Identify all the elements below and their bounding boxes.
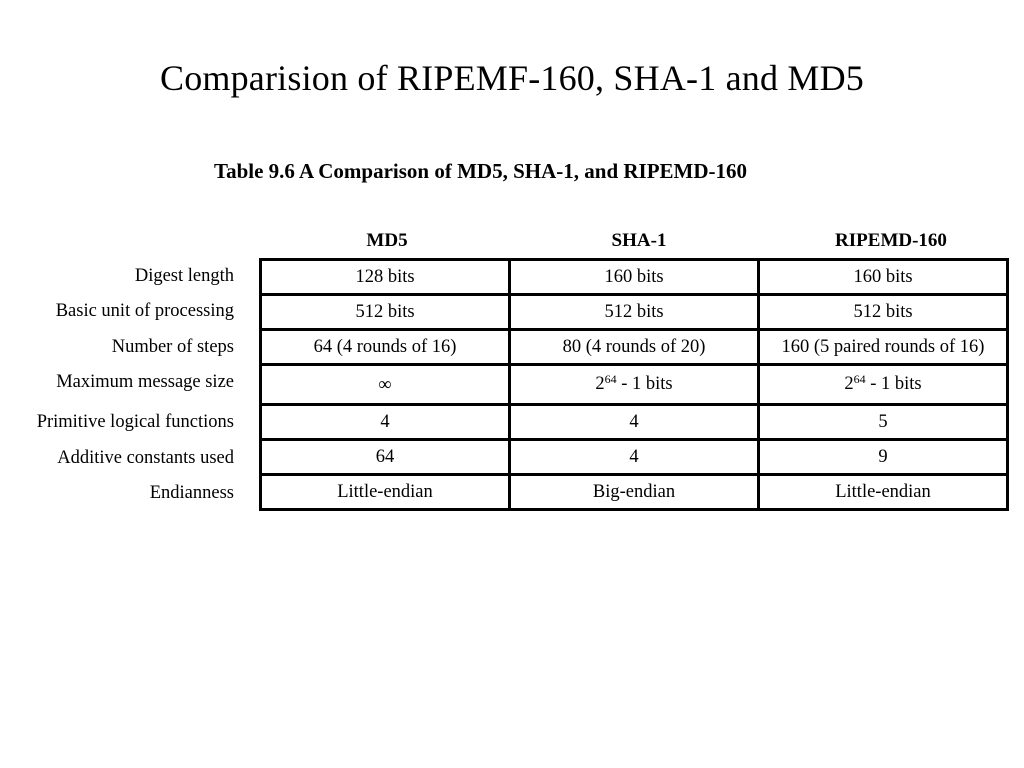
table-cell: 512 bits bbox=[759, 295, 1008, 330]
table-cell: 512 bits bbox=[510, 295, 759, 330]
table-cell: 4 bbox=[261, 405, 510, 440]
row-label-endianness: Endianness bbox=[149, 483, 234, 503]
table-cell: 64 bbox=[261, 440, 510, 475]
table-cell: 512 bits bbox=[261, 295, 510, 330]
table-row bbox=[261, 440, 1008, 475]
table-row bbox=[261, 330, 1008, 365]
table-cell: Little-endian bbox=[759, 475, 1008, 510]
table-cell: 80 (4 rounds of 20) bbox=[510, 330, 759, 365]
table-cell: 64 (4 rounds of 16) bbox=[261, 330, 510, 365]
column-header-md5: MD5 bbox=[366, 230, 408, 251]
column-header-ripemd160: RIPEMD-160 bbox=[835, 230, 947, 251]
table-row bbox=[261, 475, 1008, 510]
comparison-table bbox=[259, 258, 1009, 511]
table-cell: 160 bits bbox=[759, 260, 1008, 295]
table-cell bbox=[510, 365, 759, 405]
row-label-basic-unit: Basic unit of processing bbox=[55, 301, 234, 321]
table-row bbox=[261, 405, 1008, 440]
table-row bbox=[261, 295, 1008, 330]
row-label-digest-length: Digest length bbox=[134, 266, 234, 286]
table-cell: ∞ bbox=[261, 365, 510, 405]
row-label-primitive-functions: Primitive logical functions bbox=[36, 412, 234, 432]
table-row bbox=[261, 365, 1008, 405]
table-cell: 160 bits bbox=[510, 260, 759, 295]
table-cell: Big-endian bbox=[510, 475, 759, 510]
table-row bbox=[261, 260, 1008, 295]
slide-title: Comparision of RIPEMF-160, SHA-1 and MD5 bbox=[159, 58, 864, 98]
table-cell: 5 bbox=[759, 405, 1008, 440]
row-label-number-of-steps: Number of steps bbox=[111, 337, 234, 357]
power-suffix: - 1 bits bbox=[865, 374, 922, 394]
table-cell: 160 (5 paired rounds of 16) bbox=[759, 330, 1008, 365]
table-cell: 4 bbox=[510, 405, 759, 440]
power-exponent: 64 bbox=[853, 372, 866, 386]
power-exponent: 64 bbox=[604, 372, 617, 386]
table-caption: Table 9.6 A Comparison of MD5, SHA-1, and RIPEMD-160 bbox=[214, 159, 748, 183]
power-suffix: - 1 bits bbox=[616, 374, 673, 394]
column-header-sha1: SHA-1 bbox=[611, 230, 667, 251]
table-cell: 128 bits bbox=[261, 260, 510, 295]
row-label-additive-constants: Additive constants used bbox=[57, 448, 234, 468]
power-base: 2 bbox=[595, 374, 605, 394]
table-cell: 9 bbox=[759, 440, 1008, 475]
table-cell bbox=[759, 365, 1008, 405]
row-label-max-message-size: Maximum message size bbox=[56, 372, 234, 392]
power-base: 2 bbox=[844, 374, 854, 394]
table-cell: Little-endian bbox=[261, 475, 510, 510]
table-cell: 4 bbox=[510, 440, 759, 475]
